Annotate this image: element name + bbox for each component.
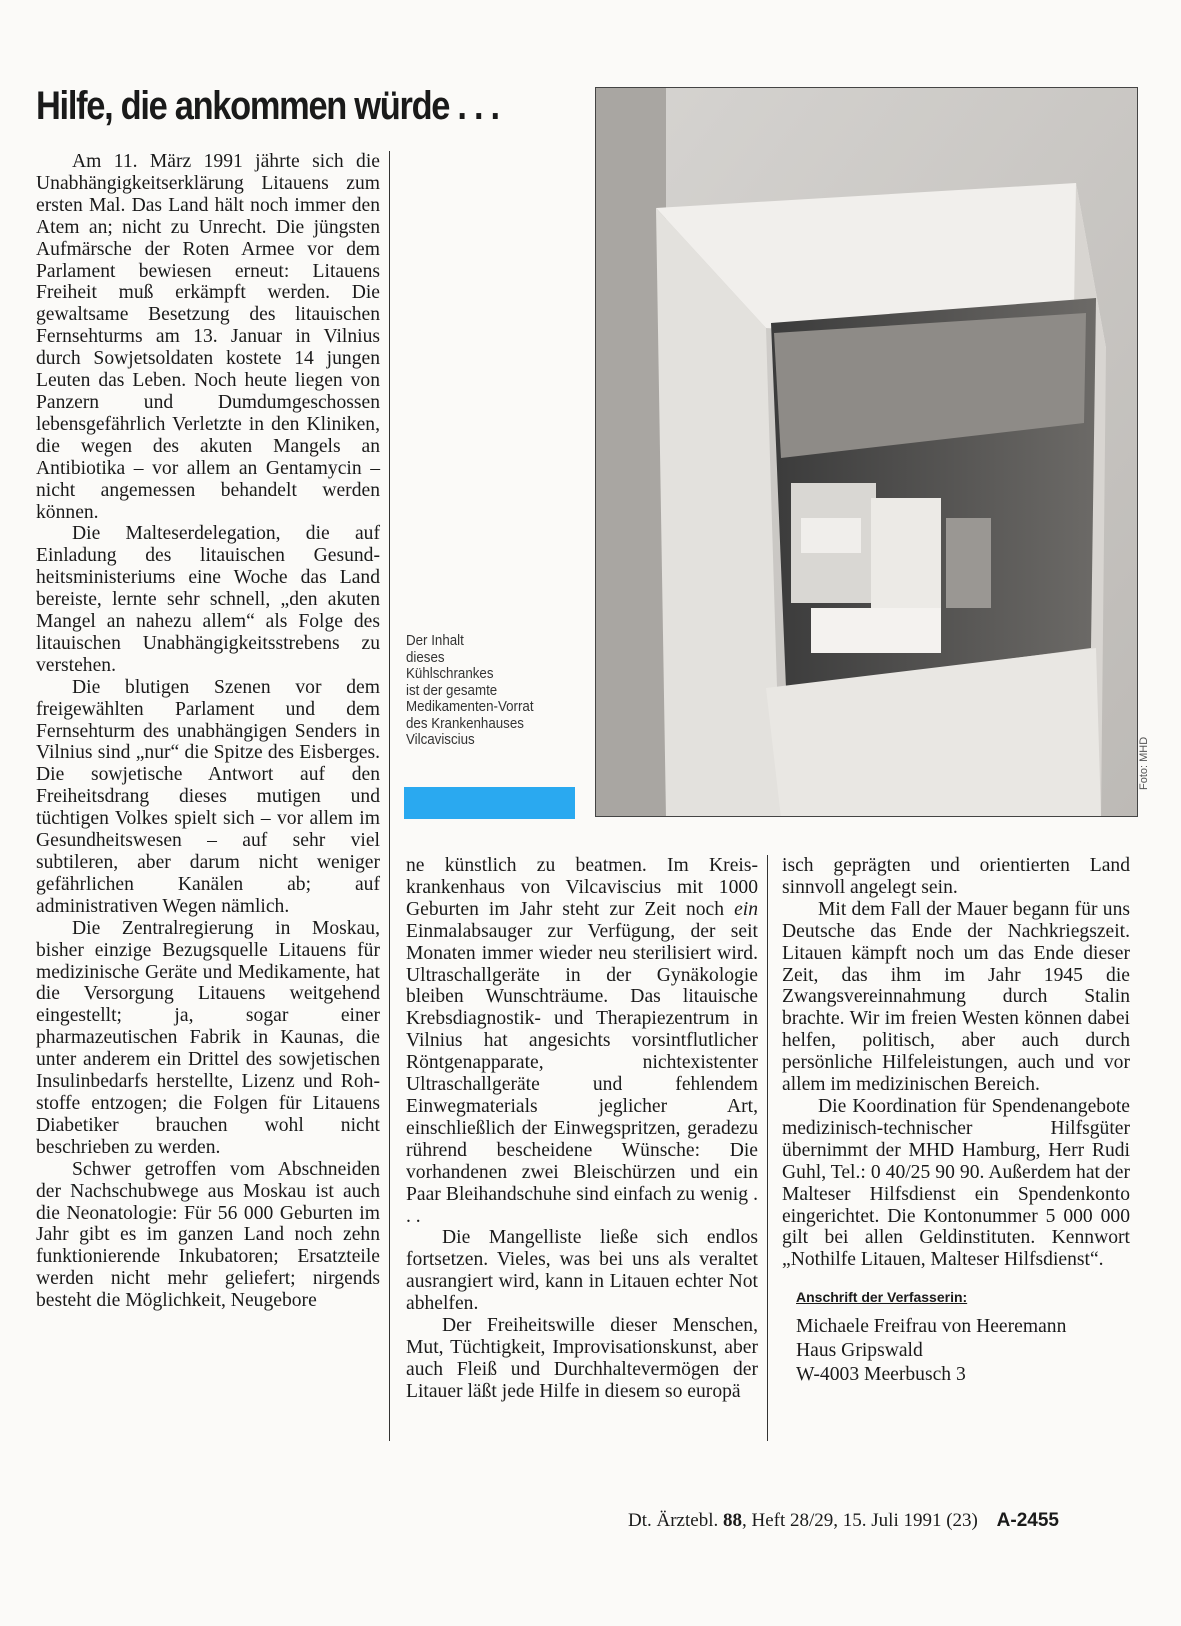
paragraph: Schwer getroffen vom Abschneiden der Nachschubwege aus Moskau ist auch die Neonatologie: Für 56 000 Geburten im Jahr gibt es im ganzen Land noch zehn funktionierende Inkubatoren; Ersatzteile werden nicht mehr geliefert; nirgends besteht die Möglichkeit, Neugebore bbox=[36, 1158, 380, 1312]
volume-number: 88 bbox=[722, 1510, 742, 1531]
paragraph: Die Mangelliste ließe sich endlos fortsetzen. Vieles, was bei uns als veraltet ausrangiert wird, kann in Litauen echter Not abhelfen. bbox=[406, 1227, 758, 1315]
caption-line: Vilcaviscius bbox=[406, 732, 475, 748]
article-column-3 bbox=[782, 855, 1130, 1387]
page-number: A-2455 bbox=[996, 1510, 1059, 1531]
column-rule-1 bbox=[389, 151, 390, 1441]
caption-color-bar bbox=[404, 787, 575, 819]
emphasis: ein bbox=[734, 898, 758, 920]
article-column-2 bbox=[406, 855, 758, 1403]
column-rule-2 bbox=[767, 855, 768, 1441]
address-line: Michaele Freifrau von Heeremann bbox=[796, 1316, 1067, 1338]
paragraph bbox=[406, 855, 758, 1227]
author-address bbox=[796, 1315, 1130, 1387]
caption-line: des Krankenhauses bbox=[406, 715, 524, 732]
caption-line: Kühlschrankes bbox=[406, 666, 494, 682]
paragraph: Die Malteserdelegation, die auf Einladung des litauischen Gesundheitsministeriums eine Woche das Land bereiste, lernte sehr schnell, „den akuten Mangel an nahezu allem“ als Folge des litauischen Unabhängigkeitsstrebens zu verstehen. bbox=[36, 523, 380, 676]
page-footer bbox=[628, 1510, 1059, 1532]
caption-line: Medikamenten-Vorrat bbox=[406, 699, 534, 715]
paragraph: isch geprägten und orientierten Land sinnvoll angelegt sein. bbox=[782, 855, 1130, 898]
paragraph: Mit dem Fall der Mauer begann für uns Deutsche das Ende der Nachkriegszeit. Litauen kämpft noch um das Ende dieser Zeit, das ihm im Jahr 1945 die Zwangsvereinnahmung durch Stalin brachte. Wir im freien Westen können dabei helfen, politisch, aber auch durch persönliche Hilfeleistungen, auch und vor allem im medizinischen Bereich. bbox=[782, 898, 1130, 1096]
photo-credit: Foto: MHD bbox=[1138, 736, 1150, 790]
paragraph: Die Zentralregierung in Moskau, bisher einzige Bezugsquelle Litauens für medizinische Geräte und Medikamente, hat die Versorgung Litauens weitgehend eingestellt; ja, sogar einer pharmazeutischen Fabrik in Kaunas, die unter anderem ein Drittel des sowjetischen Insulinbedarfs herstellte, Lizenz und Rohstoffe entzogen; die Folgen für Litauens Diabetiker brauchen wohl nicht beschrieben zu werden. bbox=[36, 917, 380, 1158]
issue-info: , Heft 28/29, 15. Juli 1991 (23) bbox=[741, 1510, 978, 1531]
article-column-1 bbox=[36, 151, 380, 1312]
text-span: ne künstlich zu beatmen. Im Kreiskrankenhaus von Vilcaviscius mit 1000 Geburten im Jahr steht zur Zeit noch bbox=[406, 855, 758, 920]
caption-line: Der Inhalt bbox=[406, 633, 464, 649]
caption-line: dieses bbox=[406, 649, 445, 666]
caption-line: ist der gesamte bbox=[406, 682, 498, 699]
paragraph: Am 11. März 1991 jährte sich die Unabhängigkeitserklärung Litauens zum ersten Mal. Das Land hält noch immer den Atem an; nicht zu Unrecht. Die jüngsten Aufmärsche der Roten Armee vor dem Parlament bewiesen erneut: Litauens Freiheit muß erkämpft werden. Die gewaltsame Besetzung des litauischen Fernsehturms am 13. Januar in Vilnius durch Sowjetsoldaten kostete 14 jungen Leuten das Leben. Noch heute liegen von Panzern und Dumdumgeschossen lebensgefährlich Verletzte in den Kliniken, die wegen des akuten Mangels an Antibiotika – vor allem an Gentamycin – nicht angemessen behandelt werden können. bbox=[36, 151, 380, 523]
refrigerator-image bbox=[596, 88, 1138, 817]
paragraph: Die blutigen Szenen vor dem freigewählten Parlament und dem Fernsehturm des unabhängigen Senders in Vilnius sind „nur“ die Spitze des Eisberges. Die sowjetische Antwort auf den Freiheitsdrang dieses mutigen und tüchtigen Volkes spielt sich – vor allem im Gesundheitswesen – auf sehr viel subtileren, aber darum nicht weniger gefährlichen Kanälen ab; auf administrativen Wegen nämlich. bbox=[36, 676, 380, 917]
author-address-heading: Anschrift der Verfasserin: bbox=[796, 1289, 968, 1306]
photo-caption bbox=[406, 633, 561, 749]
article-headline: Hilfe, die ankommen würde . . . bbox=[36, 84, 499, 128]
address-line: W-4003 Meerbusch 3 bbox=[796, 1364, 966, 1386]
journal-name: Dt. Ärztebl. bbox=[628, 1510, 719, 1531]
paragraph: Die Koordination für Spendenangebote medizinisch-technischer Hilfsgüter übernimmt der MHD Hamburg, Herr Rudi Guhl, Tel.: 0 40/25 90 90. Außerdem hat der Malteser Hilfsdienst ein Spendenkonto eingerichtet. Die Kontonummer 5 000 000 gilt bei allen Geldinstituten. Kennwort „Nothilfe Litauen, Malteser Hilfsdienst“. bbox=[782, 1095, 1130, 1271]
text-span: Einmalabsauger zur Verfügung, der seit Monaten immer wieder neu sterilisiert wird. Ultraschallgeräte in der Gynäkologie bleiben Wunschträume. Das litauische Krebsdiagnostik- und Therapiezentrum in Vilnius hat angesichts vorsintflutlicher Röntgenapparate, nichtexistenter Ultraschallgeräte und fehlendem Einwegmaterials jeglicher Art, einschließlich der Einwegspritzen, geradezu rührend bescheidene Wünsche: Die vorhandenen zwei Bleischürzen und ein Paar Bleihandschuhe sind einfach zu wenig . . . bbox=[406, 920, 758, 1227]
address-line: Haus Gripswald bbox=[796, 1340, 923, 1362]
paragraph: Der Freiheitswille dieser Menschen, Mut, Tüchtigkeit, Improvisationskunst, aber auch Fleiß und Durchhaltevermögen der Litauer läßt jede Hilfe in diesem so europä bbox=[406, 1315, 758, 1402]
refrigerator-photo bbox=[595, 87, 1138, 817]
